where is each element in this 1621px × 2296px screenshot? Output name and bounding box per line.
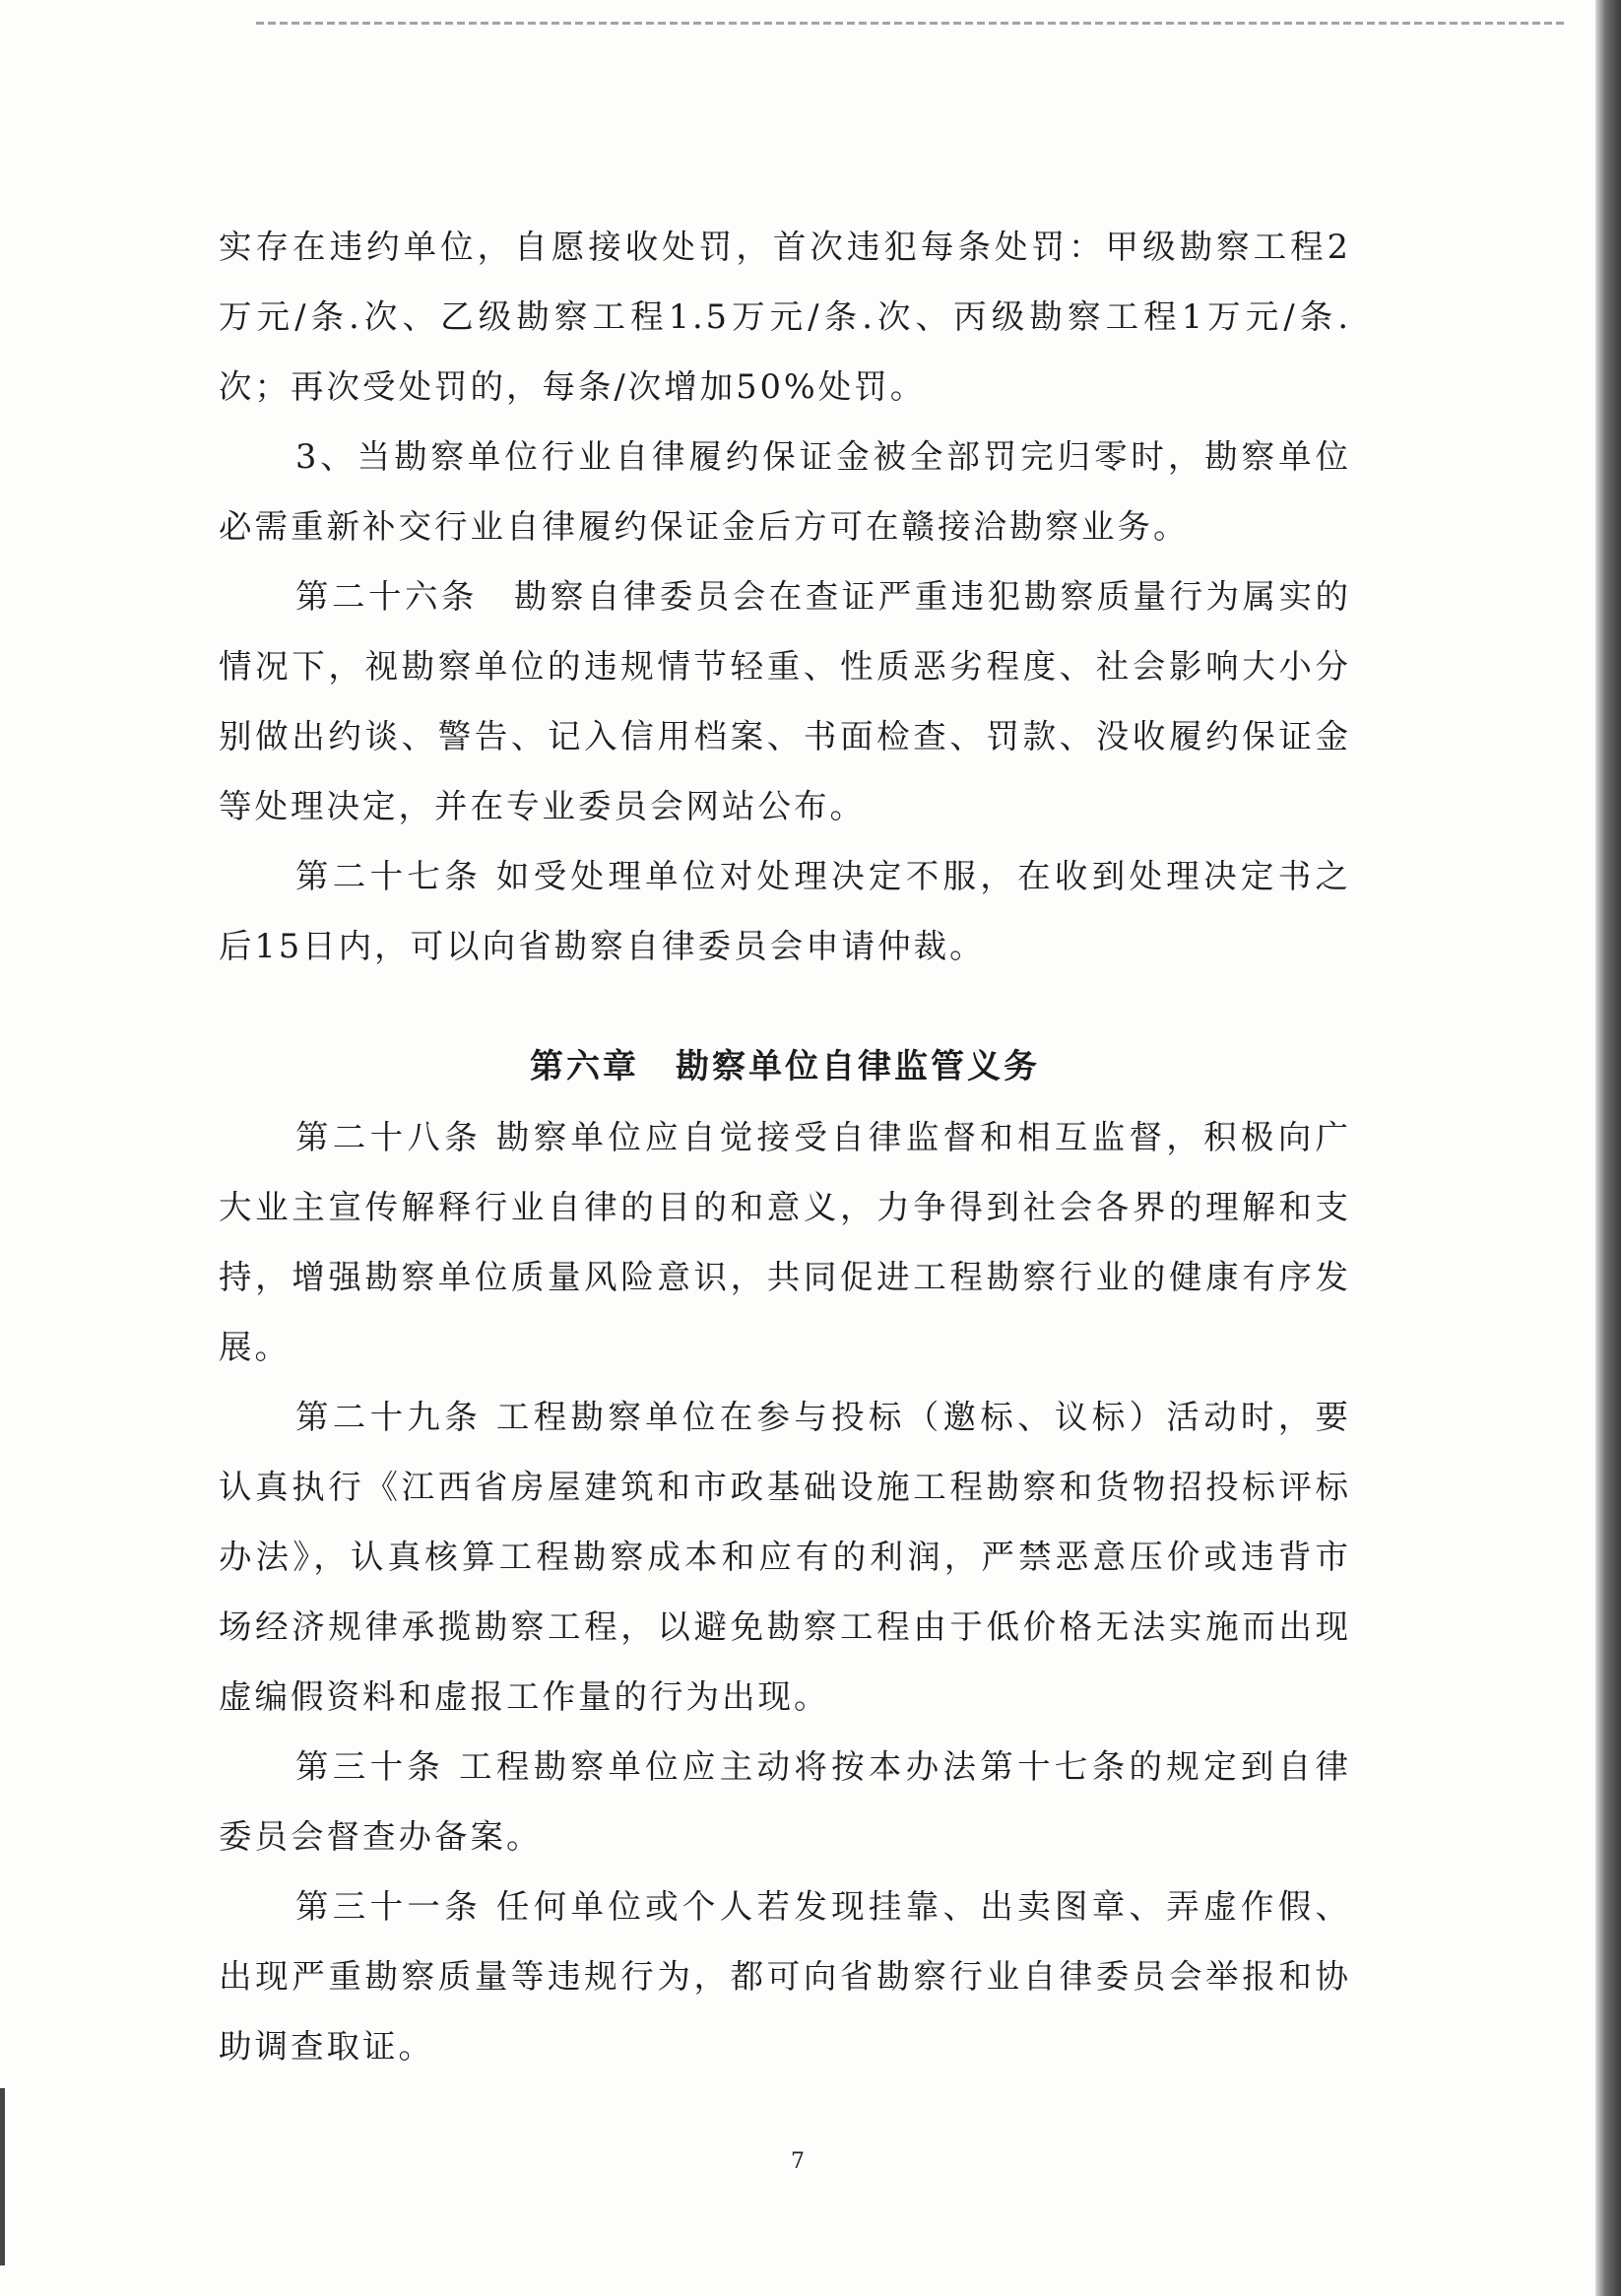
scan-edge-top — [256, 22, 1566, 25]
chapter-title: 第六章 勘察单位自律监管义务 — [530, 1047, 1040, 1086]
paragraph-article-28: 第二十八条 勘察单位应自觉接受自律监督和相互监督，积极向广大业主宣传解释行业自律的目的和意义，力争得到社会各界的理解和支持，增强勘察单位质量风险意识，共同促进工程勘察行业的健康有序发展。 — [219, 1118, 1351, 1366]
section-spacer — [219, 981, 1351, 1032]
paragraph-article-31: 第三十一条 任何单位或个人若发现挂靠、出卖图章、弄虚作假、出现严重勘察质量等违规行为，都可向省勘察行业自律委员会举报和协助调查取证。 — [219, 1887, 1351, 2066]
paragraph-article-30: 第三十条 工程勘察单位应主动将按本办法第十七条的规定到自律委员会督查办备案。 — [219, 1747, 1351, 1856]
scan-edge-right — [1595, 0, 1621, 2296]
document-body — [219, 212, 1351, 2081]
paragraph-article-29: 第二十九条 工程勘察单位在参与投标（邀标、议标）活动时，要认真执行《江西省房屋建筑和市政基础设施工程勘察和货物招投标评标办法》，认真核算工程勘察成本和应有的利润，严禁恶意压价或违背市场经济规律承揽勘察工程，以避免勘察工程由于低价格无法实施而出现虚编假资料和虚报工作量的行为出现。 — [219, 1398, 1351, 1716]
paragraph-article-27: 第二十七条 如受处理单位对处理决定不服，在收到处理决定书之后15日内，可以向省勘察自律委员会申请仲裁。 — [219, 857, 1351, 965]
paragraph-continued: 实存在违约单位，自愿接收处罚，首次违犯每条处罚：甲级勘察工程2万元/条.次、乙级勘察工程1.5万元/条.次、丙级勘察工程1万元/条.次；再次受处罚的，每条/次增加50%处罚。 — [219, 228, 1351, 406]
page-number: 7 — [791, 2149, 805, 2174]
paragraph-article-26: 第二十六条 勘察自律委员会在查证严重违犯勘察质量行为属实的情况下，视勘察单位的违规情节轻重、性质恶劣程度、社会影响大小分别做出约谈、警告、记入信用档案、书面检查、罚款、没收履约保证金等处理决定，并在专业委员会网站公布。 — [219, 577, 1351, 825]
paragraph-clause-3: 3、当勘察单位行业自律履约保证金被全部罚完归零时，勘察单位必需重新补交行业自律履约保证金后方可在赣接洽勘察业务。 — [219, 437, 1351, 546]
scan-edge-left — [0, 2088, 5, 2265]
